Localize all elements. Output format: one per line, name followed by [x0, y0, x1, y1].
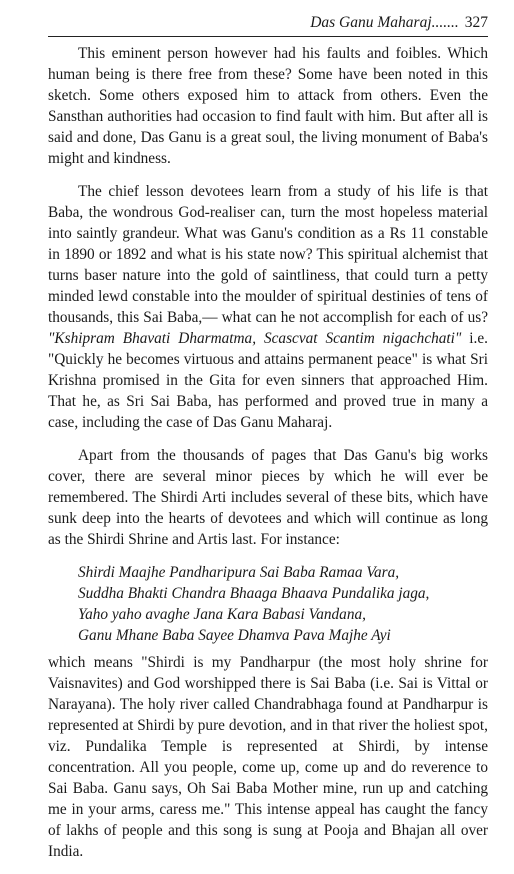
chapter-title: Das Ganu Maharaj.......	[310, 14, 459, 31]
paragraph-1: This eminent person however had his faults and foibles. Which human being is there free from these? Some have been noted in this sketch. Some others exposed him to attack from others. Even the Sansthan authorities had occasion to find fault with him. But after all is said and done, Das Ganu is a great soul, the living monument of Baba's might and kindness.	[48, 45, 488, 167]
paragraph-4: which means "Shirdi is my Pandharpur (the most holy shrine for Vaisnavites) and God worshipped there is Sai Baba (i.e. Sai is Vittal or Narayana). The holy river called Chandrabhaga found at Pandharpur is represented at Shirdi by pure devotion, and in that river the holiest spot, viz. Pundalika Temple is represented at Shirdi, by intense concentration. All you people, come up, come up and do reverence to Sai Baba. Ganu says, Oh Sai Baba Mother mine, run up and catching me in your arms, caress me." This intense appeal has caught the fancy of lakhs of people and this song is sung at Pooja and Bhajan all over India.	[48, 654, 488, 860]
sanskrit-quote: "Kshipram Bhavati Dharmatma, Scascvat Scantim nigachchati"	[48, 330, 462, 347]
verse-line: Suddha Bhakti Chandra Bhaaga Bhaava Pundalika jaga,	[78, 585, 430, 602]
arti-verse	[78, 562, 488, 646]
paragraph-2-text-a: The chief lesson devotees learn from a study of his life is that Baba, the wondrous God-realiser can, turn the most hopeless material into saintly grandeur. What was Ganu's condition as a Rs 11 constable in 1890 or 1892 and what is his state now? This spiritual alchemist that turns baser nature into the gold of saintliness, that could turn a petty minded lewd constable into the moulder of spiritual destinies of tens of thousands, this Sai Baba,— what can he not accomplish for each of us?	[48, 183, 488, 326]
page-number: 327	[464, 14, 488, 31]
paragraph-3: Apart from the thousands of pages that Das Ganu's big works cover, there are several minor pieces by which he will ever be remembered. The Shirdi Arti includes several of these bits, which have sunk deep into the hearts of devotees and which will continue as long as the Shirdi Shrine and Artis last. For instance:	[48, 447, 488, 548]
running-header	[48, 14, 488, 37]
verse-line: Ganu Mhane Baba Sayee Dhamva Pava Majhe Ayi	[78, 627, 391, 644]
verse-line: Shirdi Maajhe Pandharipura Sai Baba Ramaa Vara,	[78, 564, 400, 581]
paragraph-2	[48, 181, 488, 433]
paragraph-2-text-b: i.e. "Quickly he becomes virtuous and attains permanent peace" is what Sri Krishna promised in the Gita for even sinners that approached Him. That he, as Sri Sai Baba, has performed and proved true in many a case, including the case of Das Ganu Maharaj.	[48, 330, 488, 431]
verse-line: Yaho yaho avaghe Jana Kara Babasi Vandana,	[78, 606, 366, 623]
header-title	[310, 14, 488, 32]
page-body	[48, 43, 488, 874]
